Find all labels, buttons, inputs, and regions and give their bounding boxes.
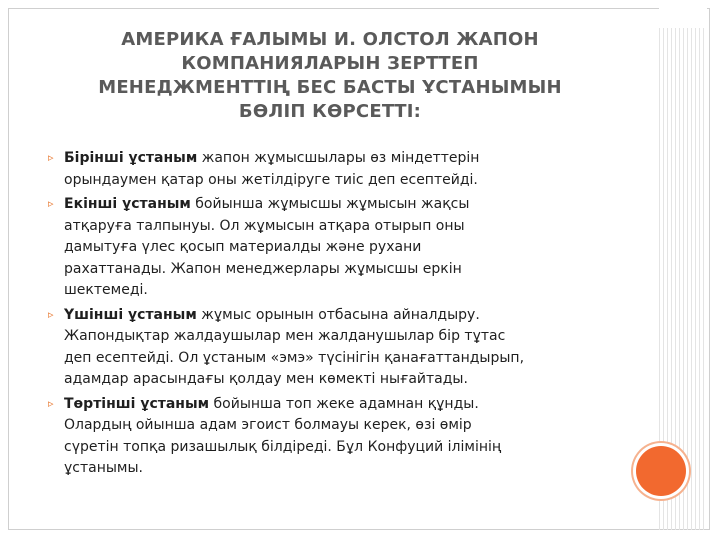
- principle-text: ұстанымы.: [64, 460, 143, 476]
- orange-circle-icon: [636, 446, 686, 496]
- principle-text: жұмыс орынын отбасына айналдыру.: [196, 306, 480, 323]
- principle-text: дамытуға үлес қосып материалды және рухани: [64, 239, 422, 255]
- principle-lead: Төртінші ұстаным: [64, 395, 210, 412]
- title-line: МЕНЕДЖМЕНТТІҢ БЕС БАСТЫ ҰСТАНЫМЫН: [98, 77, 562, 98]
- title-line: КОМПАНИЯЛАРЫН ЗЕРТТЕП: [181, 53, 479, 74]
- principle-text: шектемеді.: [64, 282, 148, 298]
- principle-text: рахаттанады. Жапон менеджерлары жұмысшы еркін: [64, 260, 462, 277]
- principle-text: сүретін топқа ризашылық білдіреді. Бұл Конфуций ілімінің: [64, 438, 502, 455]
- principle-text: орындаумен қатар оны жетілдіруге тиіс деп есептейді.: [64, 171, 478, 188]
- principle-text: бойынша жұмысшы жұмысын жақсы: [190, 196, 470, 212]
- principle-text: Жапондықтар жалдаушылар мен жалданушылар бір тұтас: [64, 328, 506, 344]
- principle-text: деп есептейді. Ол ұстаным «эмэ» түсінігін қанағаттандырып,: [64, 349, 525, 366]
- principle-item-4: [48, 394, 638, 480]
- principle-text: Олардың ойынша адам эгоист болмауы керек, өзі өмір: [64, 417, 472, 433]
- slide-title: [40, 28, 620, 124]
- hollow-triangle-bullet-icon: ▹: [48, 151, 54, 164]
- hollow-triangle-bullet-icon: ▹: [48, 307, 54, 321]
- principle-lead: Бірінші ұстаным: [64, 150, 198, 166]
- principle-text: атқаруға талпынуы. Ол жұмысын атқара отырып оны: [64, 217, 465, 234]
- hollow-triangle-bullet-icon: ▹: [48, 197, 54, 210]
- hollow-triangle-bullet-icon: ▹: [48, 396, 54, 410]
- principles-list: [48, 148, 638, 483]
- principle-text: жапон жұмысшылары өз міндеттерін: [197, 150, 480, 166]
- principle-text: адамдар арасындағы қолдау мен көмекті нығайтады.: [64, 371, 468, 387]
- principle-item-3: [48, 305, 638, 391]
- title-line: АМЕРИКА ҒАЛЫМЫ И. ОЛСТОЛ ЖАПОН: [121, 29, 539, 50]
- principle-item-1: [48, 148, 638, 191]
- title-line: БӨЛІП КӨРСЕТТІ:: [238, 101, 422, 122]
- principle-lead: Үшінші ұстаным: [64, 306, 197, 323]
- principle-item-2: [48, 194, 638, 302]
- rail-top-gap: [659, 8, 707, 28]
- principle-lead: Екінші ұстаным: [64, 196, 191, 212]
- principle-text: бойынша топ жеке адамнан құнды.: [209, 395, 479, 412]
